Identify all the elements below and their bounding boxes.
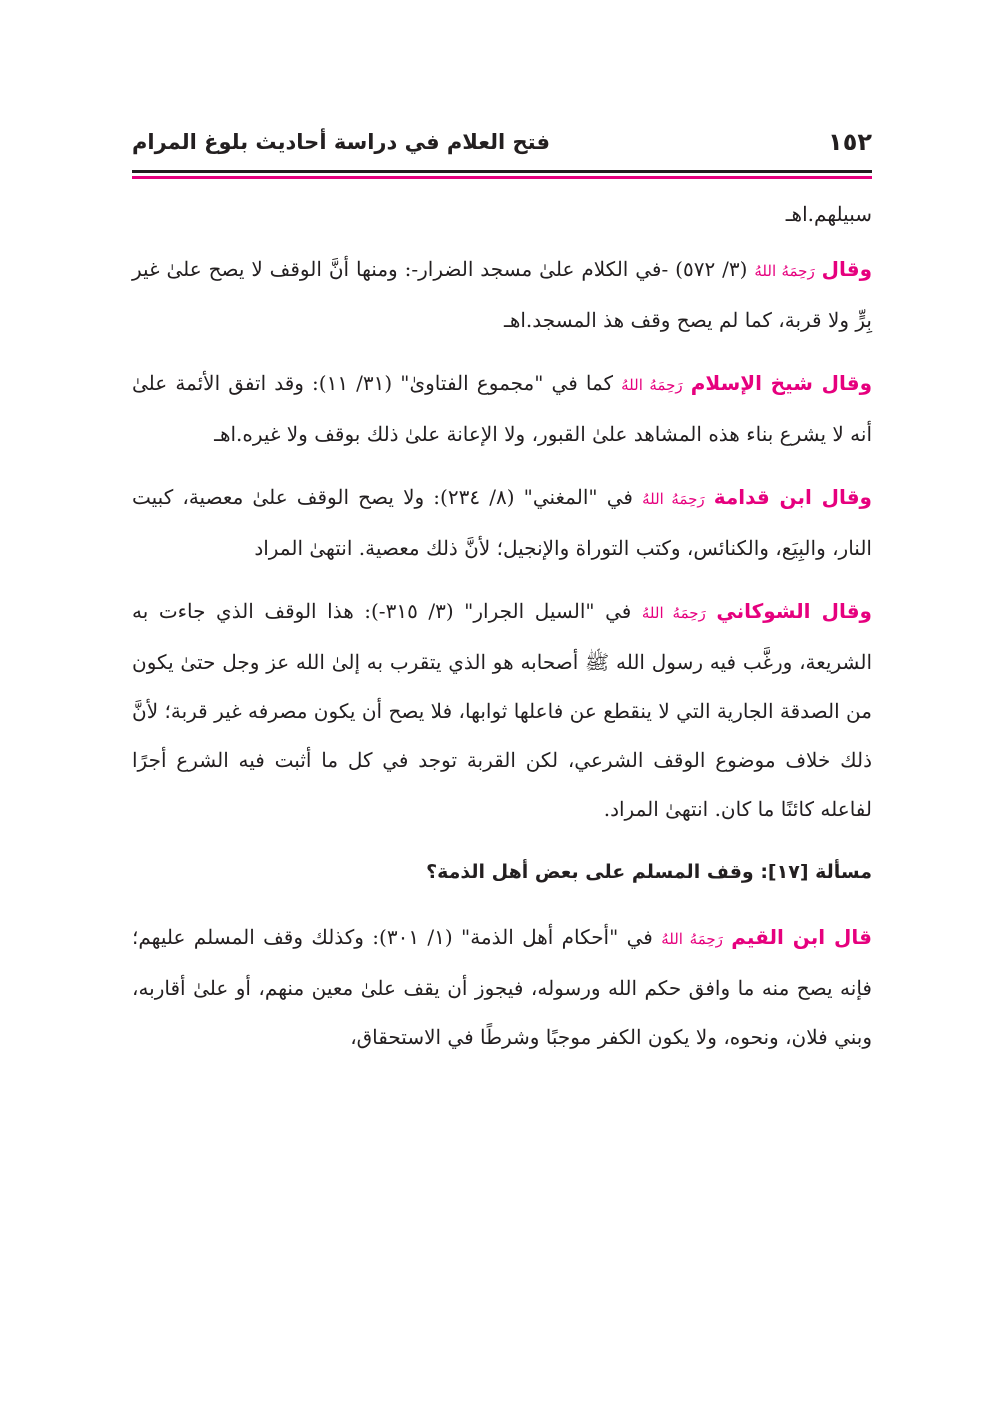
paragraph-3-honorific: رَحِمَهُ اللهُ (621, 376, 683, 394)
paragraph-3-speaker: وقال شيخ الإسلام (690, 371, 873, 395)
page-header (132, 126, 872, 166)
paragraph-6-honorific: رَحِمَهُ اللهُ (661, 930, 723, 948)
paragraph-4-speaker: وقال ابن قدامة (713, 485, 872, 509)
paragraph-5-honorific: رَحِمَهُ اللهُ (641, 604, 706, 622)
question-heading: مسألة [١٧]: وقف المسلم على بعض أهل الذمة؟ (426, 861, 872, 883)
paragraph-1-text: سبيلهم.اهـ (785, 202, 872, 226)
paragraph-1 (132, 190, 872, 239)
paragraph-3-text: كما في "مجموع الفتاوىٰ" (٣١/ ١١): وقد اتفق الأئمة علىٰ أنه لا يشرع بناء هذه المشاهد علىٰ القبور، ولا الإعانة علىٰ ذلك بوقف ولا غيره.اهـ (132, 371, 872, 446)
paragraph-2-honorific: رَحِمَهُ اللهُ (754, 262, 815, 280)
paragraph-5 (132, 587, 872, 834)
header-rule-pink (132, 176, 872, 179)
paragraph-4-honorific: رَحِمَهُ اللهُ (642, 490, 705, 508)
page-body (132, 190, 872, 1076)
header-rule-dark (132, 170, 872, 173)
paragraph-6-speaker: قال ابن القيم (731, 925, 873, 949)
paragraph-2 (132, 245, 872, 345)
paragraph-5-speaker: وقال الشوكاني (716, 599, 872, 623)
paragraph-4 (132, 473, 872, 573)
paragraph-2-speaker: وقال (821, 257, 872, 281)
paragraph-4-text: في "المغني" (٨/ ٢٣٤): ولا يصح الوقف علىٰ معصية، كبيت النار، والبِيَع، والكنائس، وكتب التوراة والإنجيل؛ لأنَّ ذلك معصية. انتهىٰ المراد (132, 485, 872, 560)
paragraph-2-text: (٣/ ٥٧٢) -في الكلام علىٰ مسجد الضرار-: ومنها أنَّ الوقف لا يصح علىٰ غير بِرٍّ ولا قربة، كما لم يصح وقف هذ المسجد.اهـ (132, 257, 872, 332)
paragraph-5-text: في "السيل الجرار" (٣/ ٣١٥-): هذا الوقف الذي جاءت به الشريعة، ورغَّب فيه رسول الله ﷺ أصحابه هو الذي يتقرب به إلىٰ الله عز وجل حتىٰ يكون من الصدقة الجارية التي لا ينقطع عن فاعلها ثوابها، فلا يصح أن يكون مصرفه غير قربة؛ لأنَّ ذلك خلاف موضوع الوقف الشرعي، لكن القربة توجد في كل ما أثبت فيه الشرع أجرًا لفاعله كائنًا ما كان. انتهىٰ المراد. (132, 599, 872, 821)
running-title: فتح العلام في دراسة أحاديث بلوغ المرام (132, 130, 550, 154)
paragraph-6 (132, 913, 872, 1062)
paragraph-6-text: في "أحكام أهل الذمة" (١/ ٣٠١): وكذلك وقف المسلم عليهم؛ فإنه يصح منه ما وافق حكم الله ورسوله، فيجوز أن يقف علىٰ معين منهم، أو علىٰ أقاربه، وبني فلان، ونحوه، ولا يكون الكفر موجبًا وشرطًا في الاستحقاق، (132, 925, 872, 1049)
paragraph-3 (132, 359, 872, 459)
page-number: ١٥٢ (828, 128, 872, 156)
